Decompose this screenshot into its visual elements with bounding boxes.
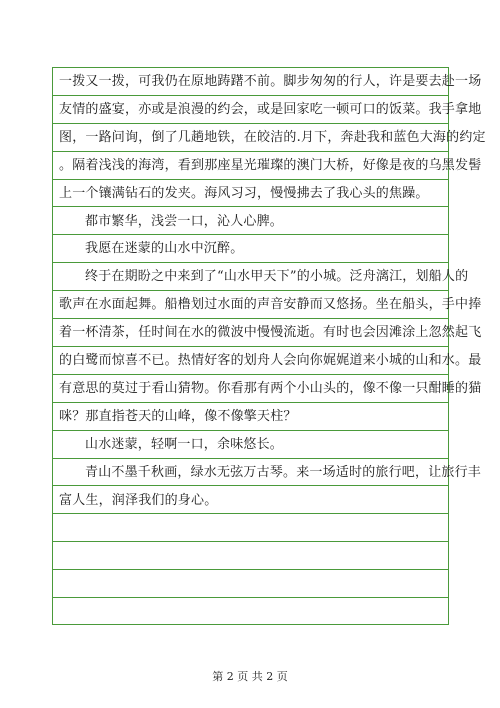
essay-line: 图，一路问询，倒了几趟地铁，在皎洁的.月下，奔赴我和蓝色大海的约定 (53, 124, 448, 152)
essay-sheet (52, 67, 486, 625)
essay-line: 的白鹭而惊喜不已。热情好客的划舟人会向你娓娓道来小城的山和水。最 (53, 347, 448, 375)
essay-line: 咪？那直指苍天的山峰，像不像擎天柱？ (53, 403, 448, 431)
essay-line: 青山不墨千秋画，绿水无弦万古琴。来一场适时的旅行吧，让旅行丰 (53, 459, 448, 487)
essay-line: 。隔着浅浅的海湾，看到那座星光璀璨的澳门大桥，好像是夜的乌黑发髻 (53, 152, 448, 180)
essay-line (53, 598, 448, 626)
essay-line: 一拨又一拨，可我仍在原地踌躇不前。脚步匆匆的行人，许是要去赴一场 (53, 68, 448, 96)
essay-line (53, 542, 448, 570)
essay-line: 歌声在水面起舞。船橹划过水面的声音安静而又悠扬。坐在船头，手中捧 (53, 291, 448, 319)
essay-line (53, 570, 448, 598)
essay-line: 上一个镶满钻石的发夹。海风习习，慢慢拂去了我心头的焦躁。 (53, 180, 448, 208)
essay-line: 着一杯清茶，任时间在水的微波中慢慢流逝。有时也会因滩涂上忽然起飞 (53, 319, 448, 347)
essay-line: 终于在期盼之中来到了“山水甲天下”的小城。泛舟漓江，划船人的 (53, 263, 448, 291)
essay-line: 有意思的莫过于看山猜物。你看那有两个小山头的，像不像一只酣睡的猫 (53, 375, 448, 403)
essay-line: 我愿在迷蒙的山水中沉醉。 (53, 235, 448, 263)
essay-line: 山水迷蒙，轻啊一口，余味悠长。 (53, 431, 448, 459)
essay-line (53, 514, 448, 542)
essay-line: 友情的盛宴，亦或是浪漫的约会，或是回家吃一顿可口的饭菜。我手拿地 (53, 96, 448, 124)
essay-line: 富人生，润泽我们的身心。 (53, 487, 448, 515)
page-footer: 第 2 页 共 2 页 (212, 670, 288, 683)
essay-line: 都市繁华，浅尝一口，沁人心脾。 (53, 208, 448, 236)
